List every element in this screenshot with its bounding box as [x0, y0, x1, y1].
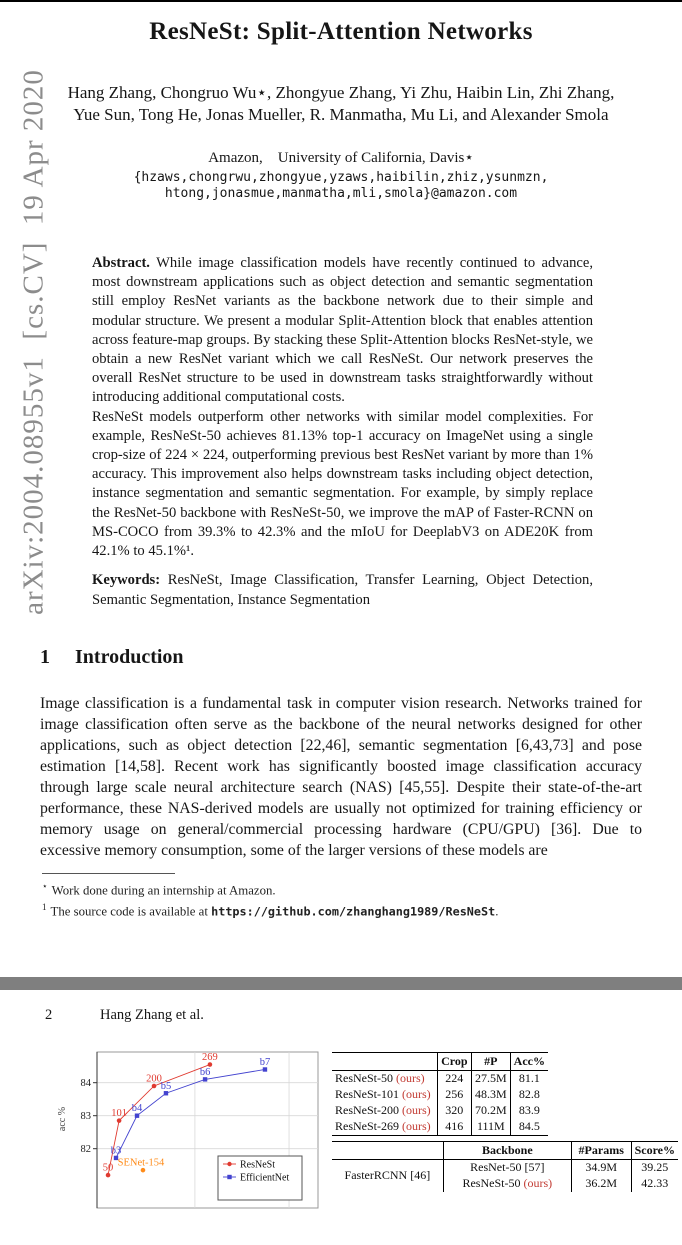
svg-text:acc %: acc %: [57, 1106, 68, 1131]
t2-header-method: [332, 1141, 443, 1159]
svg-text:b6: b6: [199, 1066, 211, 1078]
table-row: ResNeSt-50 (ours) 224 27.5M 81.1: [332, 1070, 548, 1087]
svg-text:b7: b7: [259, 1056, 271, 1068]
svg-text:84: 84: [80, 1077, 91, 1089]
affiliation: Amazon, University of California, Davis⋆: [208, 150, 474, 166]
svg-text:200: 200: [146, 1073, 162, 1085]
introduction-paragraph: Image classification is a fundamental task in computer vision research. Networks trained for image classification often serve as the backbone of the neural networks designed for other applications, such as object detection [22,46], semantic segmentation [6,43,73] and pose estimation [14,58]. Recent work has significantly boosted image classification accuracy through large scale neural architecture search (NAS) [45,55]. Despite their state-of-the-art performance, these NAS-derived models are usually not optimized for training efficiency or memory usage on general/commercial processing hardware (CPU/GPU) [36]. Due to excessive memory consumption, some of the larger versions of these models are: [40, 695, 642, 860]
t1-header-acc: Acc%: [510, 1052, 548, 1070]
svg-text:101: 101: [111, 1107, 127, 1119]
footnote-1: $^1$ The source code is available at https://github.com/zhanghang1989/ResNeSt.: [42, 902, 499, 919]
emails-line-1: {hzaws,chongrwu,zhongyue,yzaws,haibilin,zhiz,ysunmzn,: [133, 170, 549, 185]
svg-text:EfficientNet: EfficientNet: [240, 1172, 290, 1184]
t2-header-params: #Params: [571, 1141, 631, 1159]
results-tables: [332, 1052, 680, 1192]
svg-text:50: 50: [102, 1162, 114, 1174]
table-row: ResNeSt-200 (ours) 320 70.2M 83.9: [332, 1103, 548, 1119]
footnotes: [42, 878, 642, 920]
section-number: 1: [40, 646, 50, 669]
svg-text:82: 82: [80, 1143, 91, 1155]
keywords-text: ResNeSt, Image Classification, Transfer Learning, Object Detection, Semantic Segmentation, Instance Segmentation: [92, 572, 593, 608]
footnote-rule: [42, 873, 175, 874]
section-heading-introduction: [40, 646, 682, 669]
t2-header-backbone: Backbone: [443, 1141, 571, 1159]
table-row: ResNeSt-50 (ours) 36.2M 42.33: [332, 1176, 678, 1192]
page-divider: [0, 977, 682, 990]
table-row: ResNeSt-101 (ours) 256 48.3M 82.8: [332, 1087, 548, 1103]
svg-text:83: 83: [80, 1110, 91, 1122]
accuracy-chart: [55, 1050, 325, 1245]
page-number: 2: [45, 1006, 53, 1023]
svg-text:SENet-154: SENet-154: [117, 1157, 165, 1169]
detection-results-table: [332, 1141, 678, 1192]
footnote-star: ⋆ Work done during an internship at Amazon.: [42, 881, 276, 898]
arxiv-banner: arXiv:2004.08955v1 [cs.CV] 19 Apr 2020: [17, 69, 50, 615]
svg-text:b4: b4: [131, 1102, 143, 1114]
t1-header-params: #P: [471, 1052, 510, 1070]
table-row: ResNeSt-269 (ours) 416 111M 84.5: [332, 1119, 548, 1136]
keywords: [92, 571, 593, 610]
table-row: FasterRCNN [46] ResNet-50 [57] 34.9M 39.25: [332, 1159, 678, 1176]
abstract-paragraph-2: ResNeSt models outperform other networks with similar model complexities. For example, ResNeSt-50 achieves 81.13% top-1 accuracy on ImageNet using a single crop-size of 224 × 224, outperforming previous best ResNet variant by more than 1% accuracy. This improvement also helps downstream tasks including object detection, instance segmentation and semantic segmentation. For example, by simply replace the ResNet-50 backbone with ResNeSt-50, we improve the mAP of Faster-RCNN on MS-COCO from 39.3% to 42.3% and the mIoU for DeeplabV3 on ADE20K from 42.1% to 45.1%¹.: [92, 408, 593, 560]
accuracy-chart-svg: [55, 1050, 325, 1245]
author-list: [0, 82, 682, 126]
svg-text:b3: b3: [110, 1145, 122, 1157]
t1-header-model: [332, 1052, 437, 1070]
running-header: [45, 1007, 682, 1024]
authors-line-2: Yue Sun, Tong He, Jonas Mueller, R. Manmatha, Mu Li, and Alexander Smola: [73, 105, 609, 124]
svg-text:ResNeSt: ResNeSt: [240, 1159, 275, 1171]
abstract-paragraph-1: While image classification models have recently continued to advance, most downstream applications such as object detection and semantic segmentation still employ ResNet variants as the backbone network due to their simple and modular structure. We present a modular Split-Attention block that enables attention across feature-map groups. By stacking these Split-Attention blocks ResNet-style, we obtain a new ResNet variant which we call ResNeSt. Our network preserves the overall ResNet structure to be used in downstream tasks straightforwardly without introducing additional computational costs.: [92, 255, 594, 406]
imagenet-results-table: [332, 1052, 548, 1136]
svg-text:b5: b5: [160, 1080, 172, 1092]
author-emails: [0, 170, 682, 202]
abstract-label: Abstract.: [92, 255, 150, 271]
github-link[interactable]: https://github.com/zhanghang1989/ResNeSt: [211, 904, 496, 919]
abstract: [92, 254, 593, 561]
svg-text:269: 269: [202, 1051, 218, 1063]
t1-header-crop: Crop: [437, 1052, 471, 1070]
authors-line-1: Hang Zhang, Chongruo Wu⋆, Zhongyue Zhang, Yi Zhu, Haibin Lin, Zhi Zhang,: [67, 83, 615, 102]
t2-header-score: Score%: [631, 1141, 678, 1159]
section-title: Introduction: [75, 646, 184, 669]
running-header-text: Hang Zhang et al.: [100, 1006, 204, 1023]
keywords-label: Keywords:: [92, 572, 161, 589]
figure-1: [0, 1050, 682, 1245]
paper-title: ResNeSt: Split-Attention Networks: [149, 18, 533, 45]
emails-line-2: htong,jonasmue,manmatha,mli,smola}@amazon.com: [164, 186, 518, 201]
